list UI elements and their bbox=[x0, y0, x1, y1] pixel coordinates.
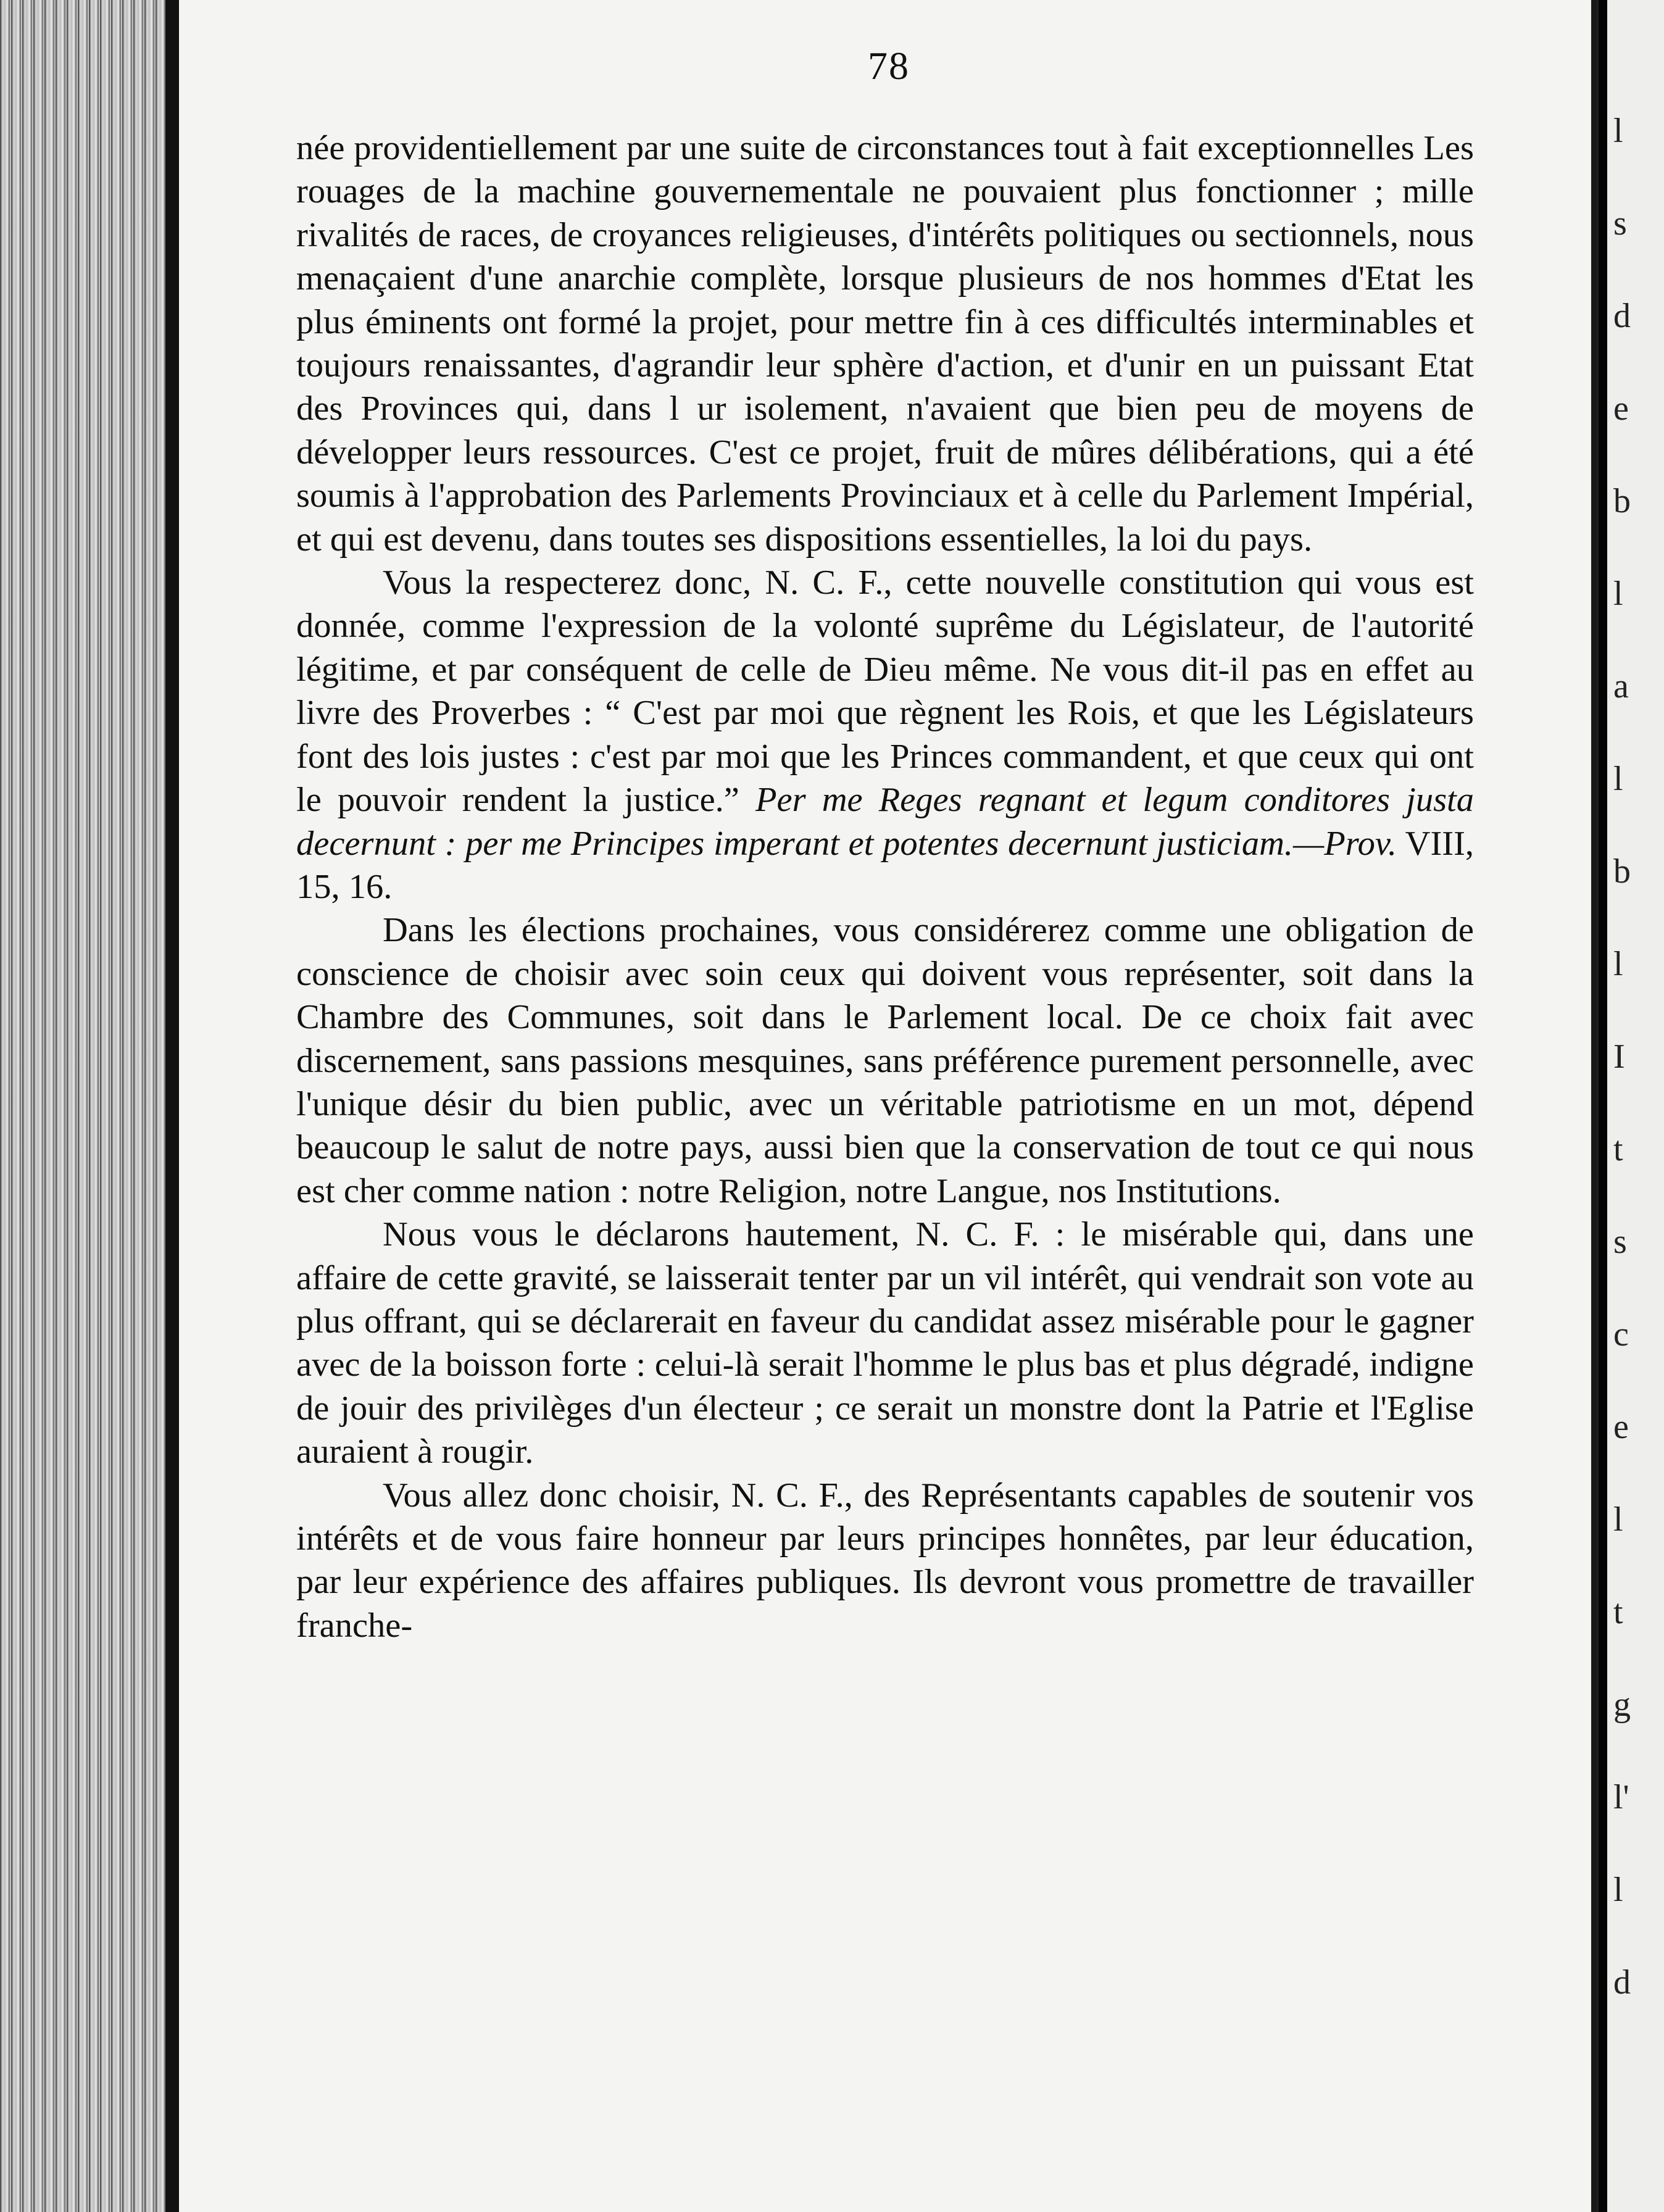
next-page-fragment: b bbox=[1613, 482, 1631, 520]
next-page-fragment: d bbox=[1613, 1963, 1631, 2002]
next-page-fragment: d bbox=[1613, 297, 1631, 335]
paragraph-2 bbox=[296, 561, 1474, 908]
book-page bbox=[179, 0, 1599, 2212]
next-page-fragment: l bbox=[1613, 1871, 1623, 1909]
page-border-rule bbox=[1591, 0, 1597, 2212]
paragraph-3: Dans les élections prochaines, vous considérerez comme une obligation de conscience de choisir avec soin ceux qui doivent vous représenter, soit dans la Chambre des Communes, soit dans le Parlement local. De ce choix fait avec discernement, sans passions mesquines, sans préférence purement personnelle, avec l'unique désir du bien public, avec un véritable patriotisme en un mot, dépend beaucoup le salut de notre pays, aussi bien que la conservation de tout ce qui nous est cher comme nation : notre Religion, notre Langue, nos Institutions. bbox=[296, 911, 1474, 1210]
next-page-fragment: a bbox=[1613, 667, 1629, 705]
next-page-fragment: l bbox=[1613, 575, 1623, 613]
body-text bbox=[296, 127, 1474, 1647]
book-gutter bbox=[1599, 0, 1607, 2212]
paragraph-4: Nous vous le déclarons hautement, N. C. F. : le misérable qui, dans une affaire de cette gravité, se laisserait tenter par un vil intérêt, qui vendrait son vote au plus offrant, qui se déclarerait en faveur du candidat assez misérable pour le gagner avec de la boisson forte : celui-là serait l'homme le plus bas et plus dégradé, indigne de jouir des privilèges d'un électeur ; ce serait un monstre dont la Patrie et l'Eglise auraient à rougir. bbox=[296, 1215, 1474, 1471]
next-page-edge bbox=[1607, 0, 1664, 2212]
stacked-page-edges bbox=[0, 0, 179, 2212]
latin-quotation: Per me Reges regnant et legum conditores justa decernunt : per me Principes imperant et potentes decernunt justiciam.—Prov. bbox=[296, 781, 1475, 863]
next-page-fragment: e bbox=[1613, 389, 1629, 428]
next-page-fragment: t bbox=[1613, 1593, 1623, 1631]
next-page-fragment: b bbox=[1613, 852, 1631, 891]
next-page-fragment: l' bbox=[1613, 1778, 1629, 1816]
next-page-fragment: l bbox=[1613, 1500, 1623, 1539]
next-page-fragment: t bbox=[1613, 1130, 1623, 1168]
next-page-fragment: l bbox=[1613, 945, 1623, 983]
paragraph-2-text: Vous la respecterez donc, N. C. F., cette nouvelle constitution qui vous est donnée, comme l'expression de la volonté suprême du Législateur, de l'autorité légitime, et par conséquent de celle de Dieu même. Ne vous dit-il pas en effet au livre des Proverbes : “ C'est par moi que règnent les Rois, et que les Législateurs font des lois justes : c'est par moi que les Princes commandent, et que ceux qui ont le pouvoir rendent la justice.” bbox=[296, 563, 1474, 820]
next-page-fragment: g bbox=[1613, 1686, 1631, 1724]
paragraph-5: Vous allez donc choisir, N. C. F., des Représentants capables de soutenir vos intérêts et de vous faire honneur par leurs principes honnêtes, par leur éducation, par leur expérience des affaires publiques. Ils devront vous promettre de travailler franche- bbox=[296, 1476, 1474, 1645]
bible-citation: VIII, 15, 16. bbox=[296, 824, 1475, 906]
next-page-fragment: s bbox=[1613, 204, 1627, 243]
next-page-fragment: s bbox=[1613, 1223, 1627, 1261]
page-number: 78 bbox=[868, 44, 910, 88]
next-page-fragment: e bbox=[1613, 1408, 1629, 1446]
next-page-fragment: c bbox=[1613, 1315, 1629, 1353]
next-page-fragment: I bbox=[1613, 1037, 1625, 1076]
paragraph-1: née providentiellement par une suite de circonstances tout à fait exceptionnelles Les rouages de la machine gouvernementale ne pouvaient plus fonctionner ; mille rivalités de races, de croyances religieuses, d'intérêts politiques ou sectionnels, nous menaçaient d'une anarchie complète, lorsque plusieurs de nos hommes d'Etat les plus éminents ont formé la projet, pour mettre fin à ces difficultés interminables et toujours renaissantes, d'agrandir leur sphère d'action, et d'unir en un puissant Etat des Provinces qui, dans l ur isolement, n'avaient que bien peu de moyens de développer leurs ressources. C'est ce projet, fruit de mûres délibérations, qui a été soumis à l'approbation des Parlements Provinciaux et à celle du Parlement Impérial, et qui est devenu, dans toutes ses dispositions essentielles, la loi du pays. bbox=[296, 129, 1474, 559]
next-page-fragment: l bbox=[1613, 112, 1623, 150]
next-page-fragment: l bbox=[1613, 760, 1623, 798]
